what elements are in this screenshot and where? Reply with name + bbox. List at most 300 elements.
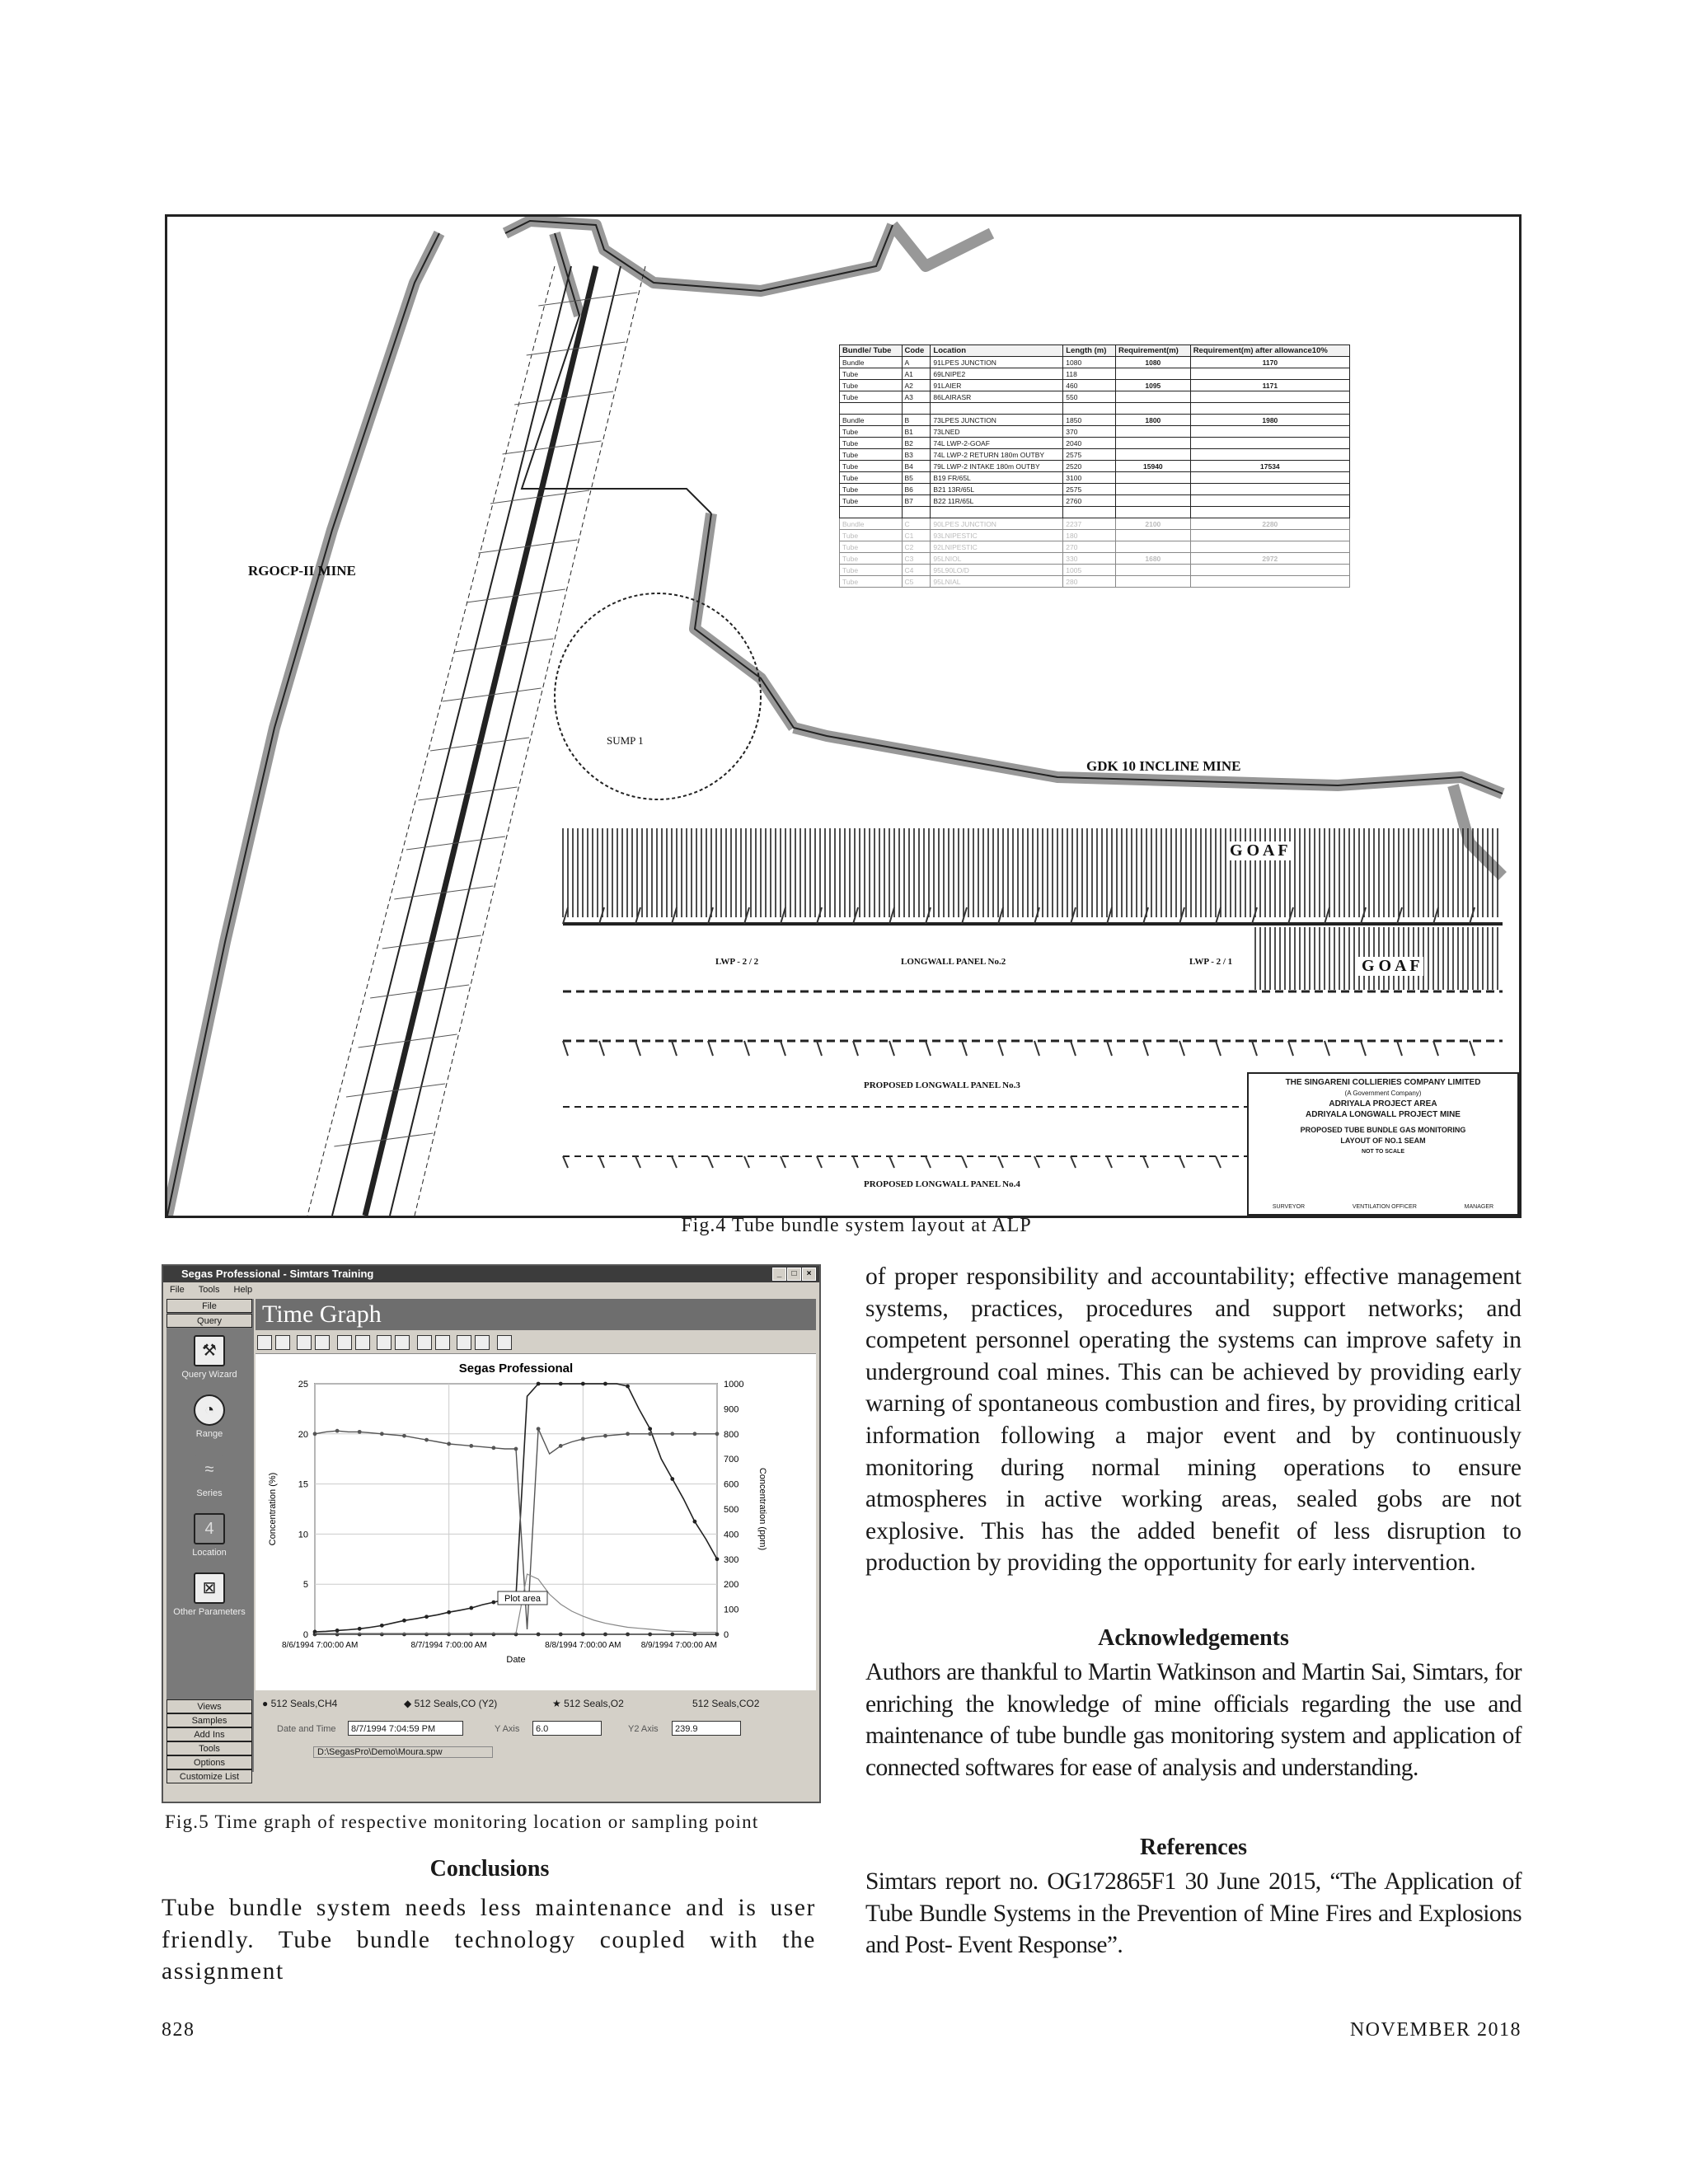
table-cell [1190,507,1349,518]
table-cell: 2575 [1063,484,1116,495]
conclusions-paragraph: Tube bundle system needs less maintenance and is user friendly. Tube bundle technology coupled with the assignment [162,1895,816,1985]
series-point-1 [648,1427,652,1431]
table-row [840,380,1350,391]
table-cell: C3 [902,553,931,565]
table-cell [840,403,903,415]
series-point-0 [715,1633,720,1637]
window-title-bar [163,1266,819,1282]
table-cell: 1170 [1190,357,1349,368]
longwall-panel-1-goaf [563,828,1498,917]
table-cell: Tube [840,530,903,541]
series-point-2 [603,1434,607,1438]
table-cell [931,403,1063,415]
series-point-1 [581,1382,585,1386]
table-header-cell: Requirement(m) after allowance10% [1190,345,1349,357]
table-row [840,449,1350,461]
table-cell [1190,472,1349,484]
other-parameters-label: Other Parameters [173,1607,246,1617]
table-cell: A3 [902,391,931,403]
table-cell: 91LAIER [931,380,1063,391]
map-label-gdk: GDK 10 INCLINE MINE [1086,758,1241,774]
table-row [840,415,1350,426]
references-paragraph: Simtars report no. OG172865F1 30 June 2015, “The Application of Tube Bundle Systems in the Prevention of Mine Fires and Explosions and Post- Event Response”. [865,1868,1522,1959]
location-icon: 4 [194,1513,225,1544]
table-cell: 95LNIAL [931,576,1063,588]
table-cell: 2760 [1063,495,1116,507]
series-point-0 [626,1633,630,1637]
sidebar-query-button[interactable]: Query [166,1314,252,1328]
table-cell: 91LPES JUNCTION [931,357,1063,368]
y2-tick-label: 1000 [724,1380,744,1390]
minimize-button[interactable]: _ [772,1268,786,1281]
series-label: Series [196,1488,223,1498]
table-cell: 118 [1063,368,1116,380]
table-row [840,461,1350,472]
pie-icon[interactable] [457,1335,471,1350]
series-point-0 [537,1633,541,1637]
table-cell: A2 [902,380,931,391]
comment-icon[interactable] [497,1335,512,1350]
table-cell: Bundle [840,357,903,368]
y2-tick-label: 700 [724,1455,739,1465]
bundle-tube-table [839,344,1350,588]
y2-tick-label: 900 [724,1404,739,1415]
grid-icon[interactable] [297,1335,312,1350]
table-cell: Bundle [840,518,903,530]
table-cell [1190,565,1349,576]
series-point-0 [692,1633,696,1637]
y2-axis-label: Concentration (ppm) [757,1467,767,1551]
map-label-proposed-panel-3: PROPOSED LONGWALL PANEL No.3 [864,1080,1020,1090]
table-cell: 2040 [1063,438,1116,449]
table-cell: B5 [902,472,931,484]
chart-title: Segas Professional [458,1361,574,1376]
series-point-2 [358,1430,362,1434]
copy-icon[interactable] [417,1335,432,1350]
table-cell [931,507,1063,518]
series-point-1 [559,1382,563,1386]
table-cell: 15940 [1116,461,1191,472]
series-point-1 [447,1610,451,1615]
table-cell [1190,426,1349,438]
table-cell [902,507,931,518]
series-point-2 [581,1436,585,1441]
table-row [840,426,1350,438]
series-point-0 [648,1633,652,1637]
issue-date: NOVEMBER 2018 [1349,2019,1522,2041]
table-cell [1190,449,1349,461]
title-block-mine: ADRIYALA LONGWALL PROJECT MINE [1306,1110,1461,1119]
table-cell: 95LNIOL [931,553,1063,565]
series-point-0 [559,1633,563,1637]
table-cell: 1005 [1063,565,1116,576]
table-cell: B22 11R/65L [931,495,1063,507]
location-tool[interactable] [166,1513,252,1558]
table-cell: A1 [902,368,931,380]
table-cell: B1 [902,426,931,438]
table-header-cell: Length (m) [1063,345,1116,357]
series-tool[interactable] [166,1454,252,1498]
table-cell: B [902,415,931,426]
y2-tick-label: 800 [724,1429,739,1440]
menu-file[interactable]: File [170,1285,185,1295]
table-cell: 90LPES JUNCTION [931,518,1063,530]
table-cell: Tube [840,576,903,588]
series-point-1 [424,1615,429,1619]
time-graph-header: Time Graph [256,1299,816,1330]
plot-area-label: Plot area [504,1594,542,1604]
table-cell: 1980 [1190,415,1349,426]
chart-panel [256,1354,816,1690]
table-cell [1190,495,1349,507]
map-label-goaf-2: G O A F [1358,957,1423,976]
y-tick-label: 0 [302,1630,308,1640]
table-cell: B21 13R/65L [931,484,1063,495]
signature-manager: MANAGER [1464,1204,1494,1210]
y-axis-label: Concentration (%) [268,1472,278,1546]
table-cell: 2100 [1116,518,1191,530]
title-block-title-2: LAYOUT OF NO.1 SEAM [1340,1137,1426,1145]
table-cell [1116,507,1191,518]
figure-5-caption: Fig.5 Time graph of respective monitoring location or sampling point [165,1811,759,1832]
signature-surveyor: SURVEYOR [1272,1204,1306,1210]
table-cell: 1680 [1116,553,1191,565]
map-label-goaf-1: G O A F [1226,841,1292,860]
window-title: Segas Professional - Simtars Training [181,1268,374,1280]
table-row [840,403,1350,415]
table-cell: Tube [840,565,903,576]
date-time-bar [256,1718,816,1741]
line-chart-icon[interactable] [257,1335,272,1350]
table-cell [1190,576,1349,588]
x-axis-label: Date [506,1655,526,1665]
wizard-icon: ⚒ [194,1335,225,1366]
series-point-1 [380,1624,384,1628]
series-point-2 [313,1432,317,1436]
sidebar [166,1299,254,1782]
table-cell: 180 [1063,530,1116,541]
table-cell [1116,495,1191,507]
series-point-1 [358,1627,362,1631]
series-point-2 [491,1446,495,1450]
series-point-0 [581,1633,585,1637]
table-cell: 2520 [1063,461,1116,472]
table-cell: 93LNIPESTIC [931,530,1063,541]
table-cell: B6 [902,484,931,495]
series-point-2 [715,1432,720,1436]
conclusions-heading: Conclusions [429,1856,550,1882]
x-tick-label: 8/6/1994 7:00:00 AM [282,1641,359,1650]
table-cell: B19 FR/65L [931,472,1063,484]
y2-tick-label: 300 [724,1554,739,1565]
car-icon[interactable] [355,1335,370,1350]
table-cell: Tube [840,461,903,472]
series-point-1 [402,1619,406,1623]
series-point-2 [380,1432,384,1436]
table-cell: 2575 [1063,449,1116,461]
series-point-1 [491,1601,495,1605]
table-cell: C4 [902,565,931,576]
table-cell [902,403,931,415]
table-cell: Tube [840,495,903,507]
range-tool[interactable] [166,1394,252,1439]
table-cell: B3 [902,449,931,461]
table-cell: Tube [840,438,903,449]
signature-ventilation-officer: VENTILATION OFFICER [1352,1204,1417,1210]
table-cell: B4 [902,461,931,472]
date-time-field[interactable]: 8/7/1994 7:04:59 PM [348,1721,463,1736]
table-icon[interactable] [315,1335,330,1350]
location-label: Location [192,1548,227,1558]
y2-axis-label: Y2 Axis [628,1724,659,1734]
table-cell: B2 [902,438,931,449]
table-header-row [840,345,1350,357]
table-cell [1116,472,1191,484]
figure-4-caption: Fig.4 Tube bundle system layout at ALP [681,1215,1032,1236]
menu-help[interactable]: Help [233,1285,253,1295]
series-point-2 [626,1432,630,1436]
y2-axis-field[interactable]: 239.9 [672,1721,741,1736]
table-cell: Tube [840,472,903,484]
table-cell: 86LAIRASR [931,391,1063,403]
table-cell: 270 [1063,541,1116,553]
series-point-2 [692,1432,696,1436]
title-block-area: ADRIYALA PROJECT AREA [1329,1099,1437,1108]
table-cell: C2 [902,541,931,553]
sidebar-options-button[interactable]: Options [166,1755,252,1769]
table-cell: 2237 [1063,518,1116,530]
table-cell [1190,530,1349,541]
y2-tick-label: 0 [724,1630,729,1640]
table-cell: A [902,357,931,368]
table-cell [1190,368,1349,380]
y2-tick-label: 100 [724,1605,739,1615]
table-cell: 370 [1063,426,1116,438]
range-label: Range [195,1429,223,1439]
clock-icon: ◔ [194,1394,225,1426]
series-point-2 [447,1442,451,1446]
table-cell: C1 [902,530,931,541]
table-cell: 1800 [1116,415,1191,426]
title-block-signatures [1249,1202,1517,1212]
table-cell: C [902,518,931,530]
table-cell: 92LNIPESTIC [931,541,1063,553]
series-point-1 [335,1629,340,1633]
right-column-paragraph: of proper responsibility and accountability; effective management systems, practices, procedures and support networks; and competent personnel operating the systems can improve safety in underground coal mines. This can be achieved by providing early warning of spontaneous combustion and fires, by providing critical information following a major event and by continuously monitoring during normal mining operations to ensure atmospheres in active working areas, sealed gobs are not explosive. This has the added benefit of less disruption to production by providing the opportunity for early intervention. [865,1263,1522,1577]
parameters-icon: ⊠ [194,1572,225,1604]
sump-circle [555,593,761,799]
status-bar [256,1744,816,1760]
maximize-button[interactable]: □ [787,1268,801,1281]
zoom-icon[interactable] [377,1335,392,1350]
menu-bar [163,1282,819,1297]
table-cell: C5 [902,576,931,588]
table-cell [1190,391,1349,403]
sidebar-views-button[interactable]: Views [166,1699,252,1713]
table-cell: B7 [902,495,931,507]
sidebar-samples-button[interactable]: Samples [166,1713,252,1727]
y-axis-field[interactable]: 6.0 [532,1721,602,1736]
table-header-cell: Bundle/ Tube [840,345,903,357]
table-cell: 2972 [1190,553,1349,565]
title-block-scale: NOT TO SCALE [1362,1149,1404,1155]
page-number: 828 [162,2019,195,2041]
sidebar-add-ins-button[interactable]: Add Ins [166,1727,252,1741]
x-tick-label: 8/9/1994 7:00:00 AM [640,1641,717,1650]
table-cell: 1095 [1116,380,1191,391]
y2-tick-label: 600 [724,1479,739,1490]
main-trunk [307,266,645,1216]
table-cell [1190,403,1349,415]
figure-5-segas-window [162,1264,821,1803]
table-cell: 74L LWP-2-GOAF [931,438,1063,449]
acknowledgements-paragraph: Authors are thankful to Martin Watkinson and Martin Sai, Simtars, for enriching the knowledge of mine officials regarding the use and maintenance of tube bundle gas monitoring system and application of connected softwares for ease of analysis and understanding. [865,1659,1522,1781]
flag-icon[interactable] [475,1335,490,1350]
menu-tools[interactable]: Tools [198,1285,220,1295]
table-cell [1116,449,1191,461]
series-point-2 [402,1434,406,1438]
table-cell [1063,507,1116,518]
series-point-2 [648,1432,652,1436]
time-graph-chart[interactable] [256,1354,816,1690]
fill-icon[interactable] [275,1335,290,1350]
table-cell: Tube [840,484,903,495]
table-row [840,495,1350,507]
page-icon[interactable] [337,1335,352,1350]
series-point-1 [715,1557,720,1561]
series-point-1 [626,1385,630,1389]
sidebar-customize-list-button[interactable]: Customize List [166,1769,252,1783]
table-cell: 1080 [1116,357,1191,368]
table-cell [1190,541,1349,553]
table-cell [1116,530,1191,541]
table-cell: 73LNED [931,426,1063,438]
series-point-1 [670,1477,674,1481]
series-point-1 [537,1382,541,1386]
table-row [840,576,1350,588]
table-row [840,391,1350,403]
table-cell: 550 [1063,391,1116,403]
table-cell [1116,368,1191,380]
table-header-cell: Location [931,345,1063,357]
series-point-2 [537,1427,541,1431]
table-cell [1116,391,1191,403]
graph-toolbar [256,1332,816,1354]
table-cell: 2280 [1190,518,1349,530]
table-row [840,484,1350,495]
table-cell: 95L90LO/D [931,565,1063,576]
legend-co: ◆ 512 Seals,CO (Y2) [404,1698,498,1709]
series-point-2 [559,1444,563,1448]
figure-4-mine-layout [165,214,1522,1218]
title-block-title-1: PROPOSED TUBE BUNDLE GAS MONITORING [1300,1126,1466,1134]
table-cell: Tube [840,449,903,461]
legend-ch4: ● 512 Seals,CH4 [262,1698,338,1709]
status-file-path: D:\SegasPro\Demo\Moura.spw [313,1746,493,1758]
sidebar-tools-button[interactable]: Tools [166,1741,252,1755]
table-cell: 73LPES JUNCTION [931,415,1063,426]
table-cell: 1850 [1063,415,1116,426]
table-cell: Bundle [840,415,903,426]
drawing-title-block [1247,1072,1519,1216]
y-tick-label: 10 [298,1530,308,1540]
table-cell: 17534 [1190,461,1349,472]
table-cell: Tube [840,391,903,403]
table-cell: 280 [1063,576,1116,588]
table-header-cell: Code [902,345,931,357]
series-point-1 [692,1520,696,1524]
table-cell: 69LNIPE2 [931,368,1063,380]
series-point-2 [514,1447,518,1451]
y2-tick-label: 200 [724,1580,739,1591]
other-parameters-tool[interactable] [166,1572,252,1617]
table-cell: 74L LWP-2 RETURN 180m OUTBY [931,449,1063,461]
table-cell [1116,484,1191,495]
table-row [840,472,1350,484]
map-label-proposed-panel-4: PROPOSED LONGWALL PANEL No.4 [864,1179,1020,1189]
series-icon: ≈ [194,1454,225,1485]
map-label-lwp-2-1: LWP - 2 / 1 [1189,957,1233,967]
map-label-longwall-panel-2: LONGWALL PANEL No.2 [901,957,1006,967]
query-wizard-tool[interactable] [166,1335,252,1380]
table-row [840,553,1350,565]
series-point-1 [469,1606,473,1610]
table-cell: Tube [840,553,903,565]
series-point-2 [335,1429,340,1433]
table-cell [1116,576,1191,588]
table-header-cell: Requirement(m) [1116,345,1191,357]
series-point-2 [670,1432,674,1436]
table-row [840,507,1350,518]
table-row [840,518,1350,530]
table-row [840,565,1350,576]
series-point-2 [424,1438,429,1442]
table-row [840,530,1350,541]
title-block-company: THE SINGARENI COLLIERIES COMPANY LIMITED [1285,1078,1481,1087]
table-cell: Tube [840,426,903,438]
table-cell: 3100 [1063,472,1116,484]
y2-tick-label: 500 [724,1505,739,1515]
table-cell: 1080 [1063,357,1116,368]
date-time-label: Date and Time [277,1724,336,1734]
table-cell: Tube [840,368,903,380]
table-cell [840,507,903,518]
y-tick-label: 25 [298,1380,308,1390]
sidebar-file-button[interactable]: File [166,1299,252,1313]
series-point-2 [469,1444,473,1448]
x-tick-label: 8/7/1994 7:00:00 AM [410,1641,487,1650]
table-cell [1116,403,1191,415]
close-button[interactable]: × [802,1268,816,1281]
table-row [840,438,1350,449]
table-cell: Tube [840,541,903,553]
print-icon[interactable] [395,1335,410,1350]
x-tick-label: 8/8/1994 7:00:00 AM [545,1641,621,1650]
table-cell [1116,565,1191,576]
y2-tick-label: 400 [724,1530,739,1540]
table-cell: Tube [840,380,903,391]
map-label-lwp-2-2: LWP - 2 / 2 [715,957,759,967]
table-cell: 330 [1063,553,1116,565]
acknowledgements-heading: Acknowledgements [1098,1625,1289,1651]
table-row [840,357,1350,368]
chart-legend [256,1693,816,1714]
references-heading: References [1139,1835,1248,1860]
y-tick-label: 20 [298,1429,308,1440]
export-icon[interactable] [435,1335,450,1350]
table-cell [1190,438,1349,449]
query-wizard-label: Query Wizard [181,1370,237,1380]
